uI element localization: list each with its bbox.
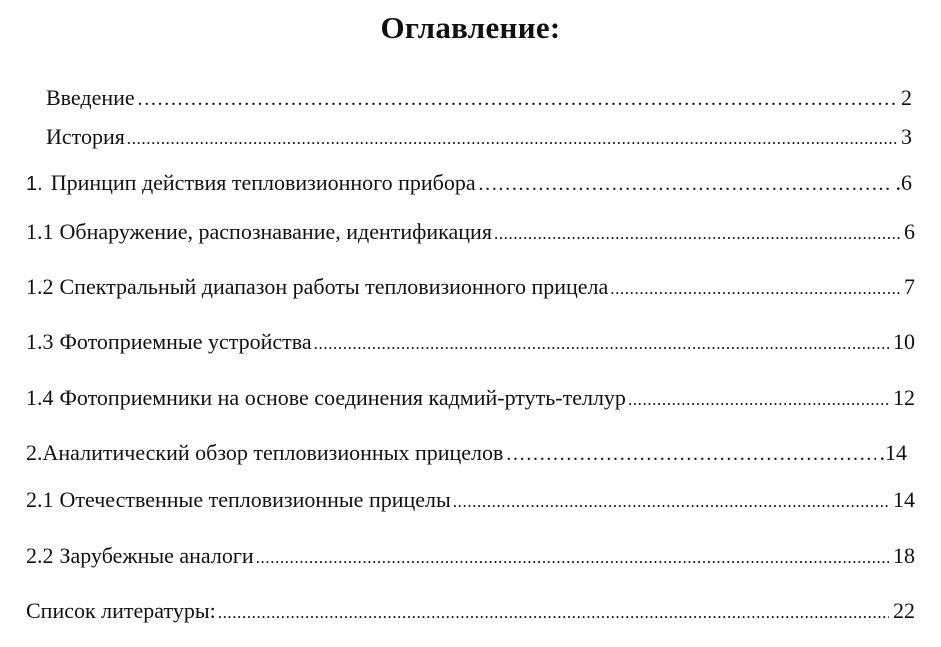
toc-page-number: .14 xyxy=(879,440,907,465)
toc-entry-text: Аналитический обзор тепловизионных прицелов xyxy=(42,440,504,465)
toc-dot-leader xyxy=(628,383,889,415)
toc-dot-leader xyxy=(610,272,900,304)
toc-entry-text: Зарубежные аналоги xyxy=(59,543,254,568)
toc-entry-history xyxy=(46,122,912,154)
toc-entry-section-1-4 xyxy=(26,383,915,415)
toc-dot-leader xyxy=(505,438,875,469)
toc-page-number: 22 xyxy=(893,598,915,623)
toc-page-number: 14 xyxy=(893,487,915,512)
toc-entry-text: Фотоприемники на основе соединения кадмий-ртуть-теллур xyxy=(59,385,626,410)
toc-entry-number: 1. xyxy=(26,173,43,195)
toc-entry-section-1 xyxy=(26,168,912,199)
toc-page-number: 7 xyxy=(904,274,915,299)
toc-dot-leader xyxy=(314,327,889,359)
toc-page-number: 10 xyxy=(893,329,915,354)
toc-dot-leader xyxy=(494,217,900,249)
toc-entry-number: 1.2 xyxy=(26,274,54,299)
toc-dot-leader xyxy=(137,83,897,114)
toc-dot-leader xyxy=(218,596,889,628)
toc-entry-text: Список литературы: xyxy=(26,598,216,623)
toc-entry-references xyxy=(26,596,915,628)
toc-title: Оглавление: xyxy=(380,10,561,45)
toc-entry-text: Отечественные тепловизионные прицелы xyxy=(59,487,451,512)
toc-page-number: 3 xyxy=(901,124,912,149)
toc-page-number: 6 xyxy=(904,219,915,244)
toc-entry-section-2-1 xyxy=(26,485,915,517)
toc-entry-section-1-3 xyxy=(26,327,915,359)
toc-entry-section-2 xyxy=(26,438,907,469)
toc-entry-number: 2.1 xyxy=(26,487,54,512)
toc-entry-text: Принцип действия тепловизионного прибора xyxy=(50,170,476,195)
toc-entry-number: 1.1 xyxy=(26,219,54,244)
toc-page-number: 12 xyxy=(893,385,915,410)
toc-entry-number: 2.2 xyxy=(26,543,54,568)
toc-dot-leader xyxy=(453,485,889,517)
toc-entry-text: Введение xyxy=(46,85,135,110)
toc-entry-text: Обнаружение, распознавание, идентификация xyxy=(59,219,492,244)
toc-entry-introduction xyxy=(46,83,912,114)
toc-entry-section-1-1 xyxy=(26,217,915,249)
toc-entry-number: 1.4 xyxy=(26,385,54,410)
toc-dot-leader xyxy=(256,541,889,573)
toc-dot-leader xyxy=(478,168,892,199)
toc-entry-text: Фотоприемные устройства xyxy=(59,329,312,354)
toc-page-number: 18 xyxy=(893,543,915,568)
toc-entry-number: 1.3 xyxy=(26,329,54,354)
toc-entry-section-2-2 xyxy=(26,541,915,573)
toc-entry-number: 2. xyxy=(26,440,43,465)
toc-page-number: 2 xyxy=(901,85,912,110)
toc-entry-text: Спектральный диапазон работы тепловизионного прицела xyxy=(59,274,609,299)
toc-page-number: .6 xyxy=(895,170,912,195)
toc-entry-text: История xyxy=(46,124,125,149)
toc-entry-section-1-2 xyxy=(26,272,915,304)
toc-dot-leader xyxy=(127,122,897,154)
